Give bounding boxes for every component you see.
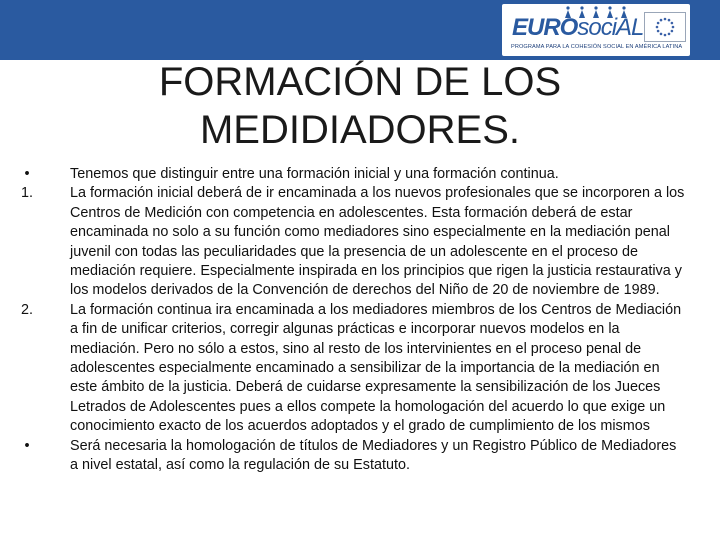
title-line: FORMACIÓN DE LOS xyxy=(158,60,562,104)
list-item xyxy=(14,437,686,476)
list-marker: • xyxy=(24,437,30,454)
eurosocial-logo xyxy=(502,4,690,56)
list-item xyxy=(14,301,686,437)
logo-tagline: PROGRAMA PARA LA COHESIÓN SOCIAL EN AMÉRICA LATINA xyxy=(511,44,683,50)
list-marker: 2. xyxy=(20,301,33,318)
list-marker: • xyxy=(24,166,30,182)
content-list xyxy=(14,165,686,476)
logo-wordmark xyxy=(512,14,643,42)
list-item-text: La formación inicial deberá de ir encaminada a los nuevos profesionales que se incorporen a los Centros de Medición con competencia en adolescentes. Esta formación deberá de estar encaminada no solo a su función como mediadores sino especialmente en la mediación penal juvenil con todas las peculiaridades que la presencia de un adolescente en el proceso de mediación requiere. Especialmente inspirada en los principios que rigen la justicia restaurativa y los modelos derivados de la Convención de derechos del Niño de 20 de noviembre de 1989. xyxy=(70,185,685,299)
eu-flag-icon xyxy=(644,12,686,42)
logo-brand-social: sociAL xyxy=(577,14,644,41)
slide-title xyxy=(100,58,620,154)
title-line: MEDIDIADORES. xyxy=(199,108,521,152)
list-item-text: La formación continua ira encaminada a los mediadores miembros de los Centros de Mediación a fin de unificar criterios, corregir algunas prácticas e incorporar nuevos modelos en la mediación. Pero no sólo a estos, sino al resto de los intervinientes en el proceso penal de adolescentes especialmente encaminado a sensibilizar de la importancia de la mediación en este ámbito de la justicia. Deberá de cuidarse expresamente la sensibilización de los Jueces Letrados de Adolescentes pues a ellos compete la homologación del acuerdo lo que exige un conocimiento exacto de los acuerdos adoptados y el grado de cumplimiento de los mismos xyxy=(70,301,682,435)
list-item xyxy=(14,165,686,184)
list-item xyxy=(14,184,686,300)
list-marker: 1. xyxy=(20,185,33,202)
logo-brand-euro: EURO xyxy=(512,14,578,41)
list-item-text: Tenemos que distinguir entre una formación inicial y una formación continua. xyxy=(70,166,559,182)
list-item-text: Será necesaria la homologación de títulos de Mediadores y un Registro Público de Mediadores a nivel estatal, así como la regulación de su Estatuto. xyxy=(70,437,677,474)
